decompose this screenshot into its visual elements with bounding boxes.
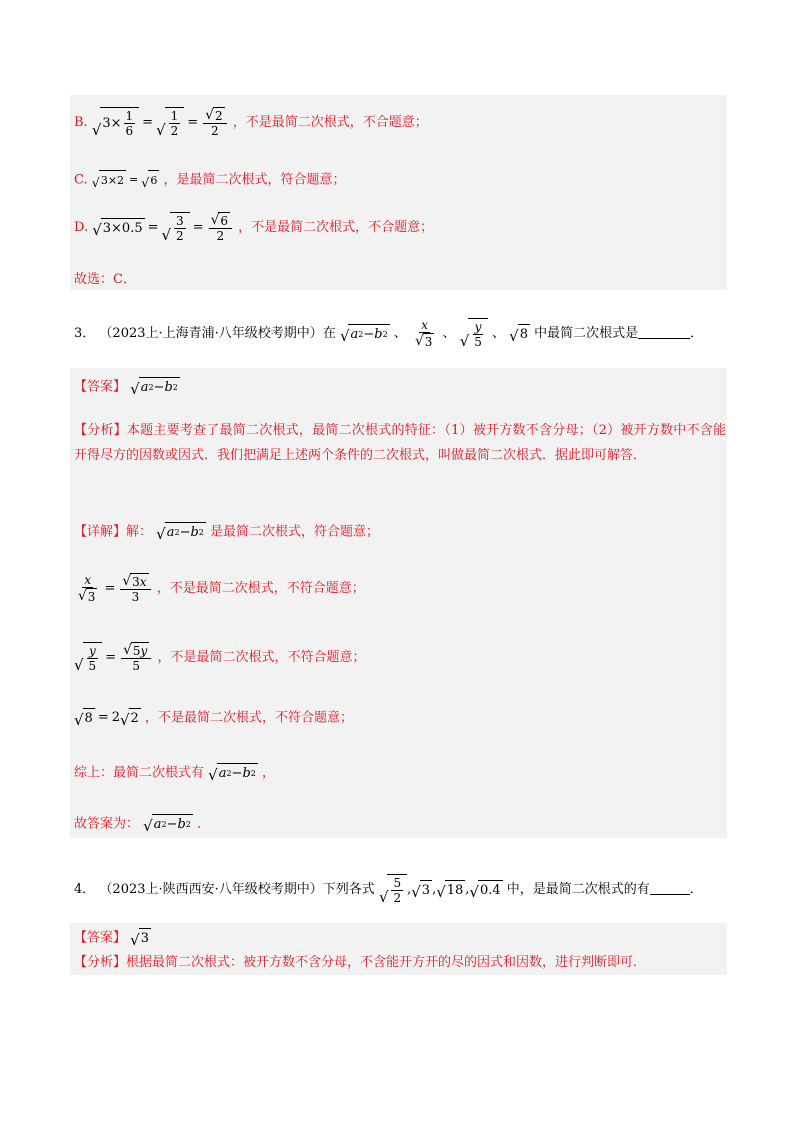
q3-summary-expr: √ a 2 − b 2 bbox=[208, 763, 258, 783]
q4-expr-list: √ $\frac{5}{2}$ , √ 3 , √ 18 , √ 0.4 bbox=[378, 876, 501, 907]
q3-expr-1: √ a 2 − b 2 bbox=[340, 324, 390, 344]
option-c-formula: √ 3×2 = √ 6 bbox=[92, 170, 160, 190]
q3-detail-expr-4: √ 8 = 2 √ 2 bbox=[74, 710, 139, 730]
option-d-formula: √ 3×0.5 = √ $\frac{3}{2}$ = √ 6 2 bbox=[92, 212, 234, 243]
q3-summary: 综上：最简二次根式有 √ a 2 − b 2 ， bbox=[74, 763, 275, 783]
answer-blank bbox=[650, 894, 690, 895]
q3-detail-expr-3: √ $\frac{y}{5}$ = √ 5 y 5 bbox=[74, 642, 153, 673]
option-b-formula: √ 3× $\frac{1}{6}$ = √ $\frac{1}{2}$ = √ 2 2 bbox=[92, 107, 229, 138]
q3-detail-expr-1: √ a 2 − b 2 bbox=[156, 522, 206, 542]
q3-answer-expr: √ a 2 − b 2 bbox=[130, 377, 180, 397]
q4-answer-line: 【答案】 √ 3 bbox=[74, 928, 151, 948]
option-d-line: D. √ 3×0.5 = √ $\frac{3}{2}$ = √ 6 2 ，不是最简二次根式，不合题意； bbox=[74, 212, 434, 245]
q3-detail-line-1: 【详解】解： √ a 2 − b 2 是最简二次根式，符合题意； bbox=[74, 522, 379, 542]
q3-expr-4: √ 8 bbox=[509, 324, 530, 344]
q3-final-expr: √ a 2 − b 2 bbox=[143, 814, 193, 834]
answer-blank bbox=[638, 338, 690, 339]
q4-answer-expr: √ 3 bbox=[130, 928, 151, 948]
q3-detail-line-3: √ $\frac{y}{5}$ = √ 5 y 5 ，不是最简二次根式，不符合题意； bbox=[74, 642, 366, 675]
option-b-line: B. √ 3× $\frac{1}{6}$ = √ $\frac{1}{2}$ = √ 2 2 ，不是最简二次根式，不合题意； bbox=[74, 107, 428, 140]
q3-final-answer: 故答案为： √ a 2 − b 2 ． bbox=[74, 814, 210, 834]
choice-line: 故选：C． bbox=[74, 272, 136, 287]
question-3: 3． （2023上·上海青浦·八年级校考期中）在 √ a 2 − b 2 、 x √ 3 、 √ $\frac{y}{5}$ 、 √ 8 中最简二次根式是 ． bbox=[74, 318, 704, 351]
q3-detail-line-2: x √ 3 = √ 3 x 3 ，不是最简二次根式，不符合题意； bbox=[74, 573, 365, 604]
q3-answer-line: 【答案】 √ a 2 − b 2 bbox=[74, 377, 180, 397]
q3-expr-3: √ $\frac{y}{5}$ bbox=[460, 318, 488, 349]
option-c-line: C. √ 3×2 = √ 6 ，是最简二次根式，符合题意； bbox=[74, 170, 345, 190]
q3-expr-2: x √ 3 bbox=[414, 318, 433, 350]
q4-analysis: 【分析】根据最简二次根式：被开方数不含分母，不含能开方开的尽的因式和因数，进行判断即可． bbox=[74, 955, 647, 970]
q3-detail-expr-2: x √ 3 = √ 3 x 3 bbox=[74, 573, 153, 604]
q3-analysis: 【分析】本题主要考查了最简二次根式，最简二次根式的特征：（1）被开方数不含分母；（2）被开方数中不含能开得尽方的因数或因式．我们把满足上述两个条件的二次根式，叫做最简二次根式．据此即可解答． bbox=[74, 423, 726, 463]
question-4: 4． （2023上·陕西西安·八年级校考期中）下列各式 √ $\frac{5}{2}$ , √ 3 , √ 18 , √ 0.4 中，是最简二次根式的有 ． bbox=[74, 876, 703, 907]
q3-detail-line-4: √ 8 = 2 √ 2 ，不是最简二次根式，不符合题意； bbox=[74, 710, 353, 730]
